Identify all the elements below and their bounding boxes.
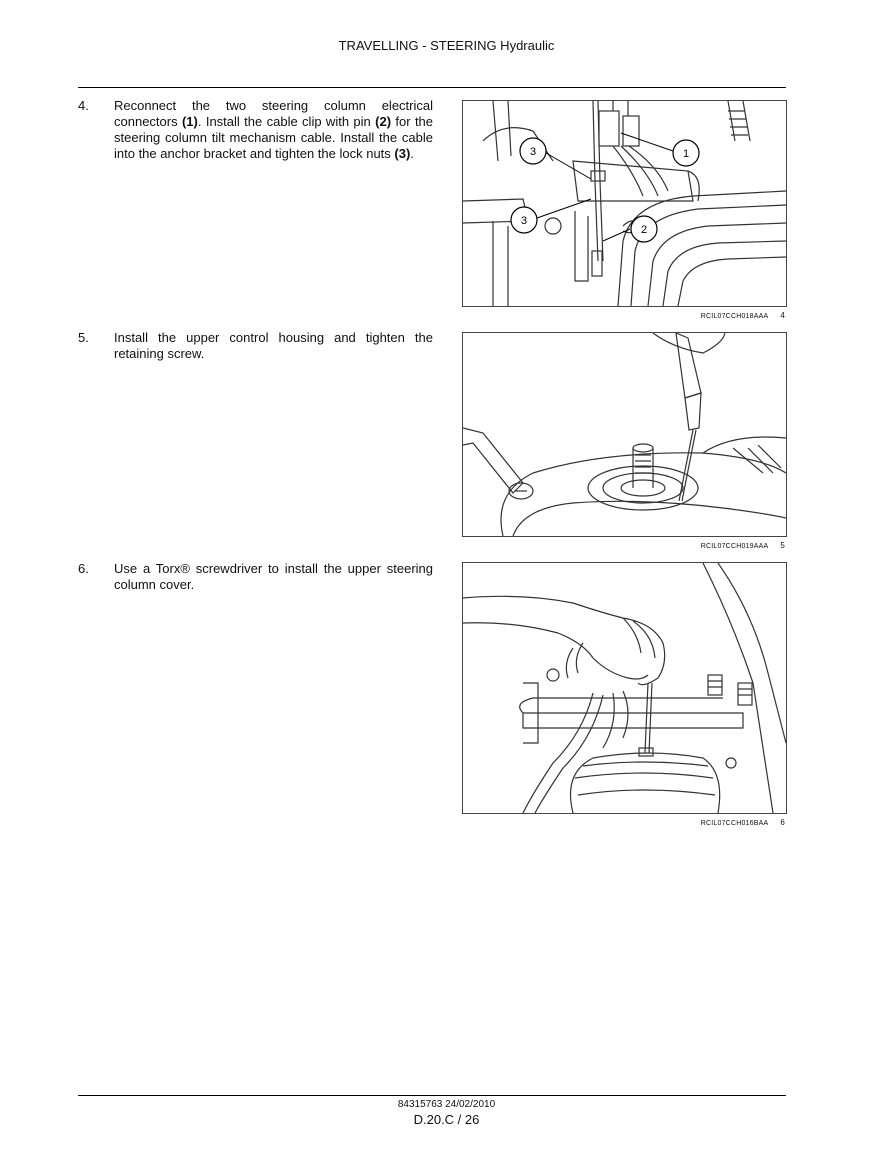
step-number: 6. — [78, 561, 89, 576]
callout-1: 1 — [682, 148, 690, 160]
figure-5-illustration — [462, 332, 787, 537]
figure-5-caption: RCIL07CCH019AAA 5 — [700, 541, 785, 550]
step-number: 4. — [78, 98, 89, 113]
step-5 — [78, 330, 433, 362]
step-4 — [78, 98, 433, 162]
figure-6-caption: RCIL07CCH016BAA 6 — [700, 818, 785, 827]
footer-document-reference: 84315763 24/02/2010 — [397, 1099, 496, 1110]
header-divider — [78, 87, 786, 88]
figure-4-illustration — [462, 100, 787, 307]
step-6 — [78, 561, 433, 593]
figure-6-illustration — [462, 562, 787, 814]
step-text: Use a Torx® screwdriver to install the upper steering column cover. — [114, 561, 433, 592]
step-text: Reconnect the two steering column electrical connectors (1). Install the cable clip with pin (2) for the steering column tilt mechanism cable. Install the cable into the anchor bracket and tighten the lock nuts (3). — [114, 98, 434, 161]
callout-3-bottom: 3 — [520, 215, 528, 227]
callout-2: 2 — [640, 224, 648, 236]
footer-divider — [78, 1095, 786, 1096]
figure-4-caption: RCIL07CCH018AAA 4 — [700, 311, 785, 320]
page-header-title: TRAVELLING - STEERING Hydraulic — [338, 38, 555, 53]
step-text: Install the upper control housing and tighten the retaining screw. — [114, 330, 433, 361]
step-number: 5. — [78, 330, 89, 345]
callout-3-top: 3 — [529, 146, 537, 158]
footer-page-number: D.20.C / 26 — [413, 1112, 480, 1127]
